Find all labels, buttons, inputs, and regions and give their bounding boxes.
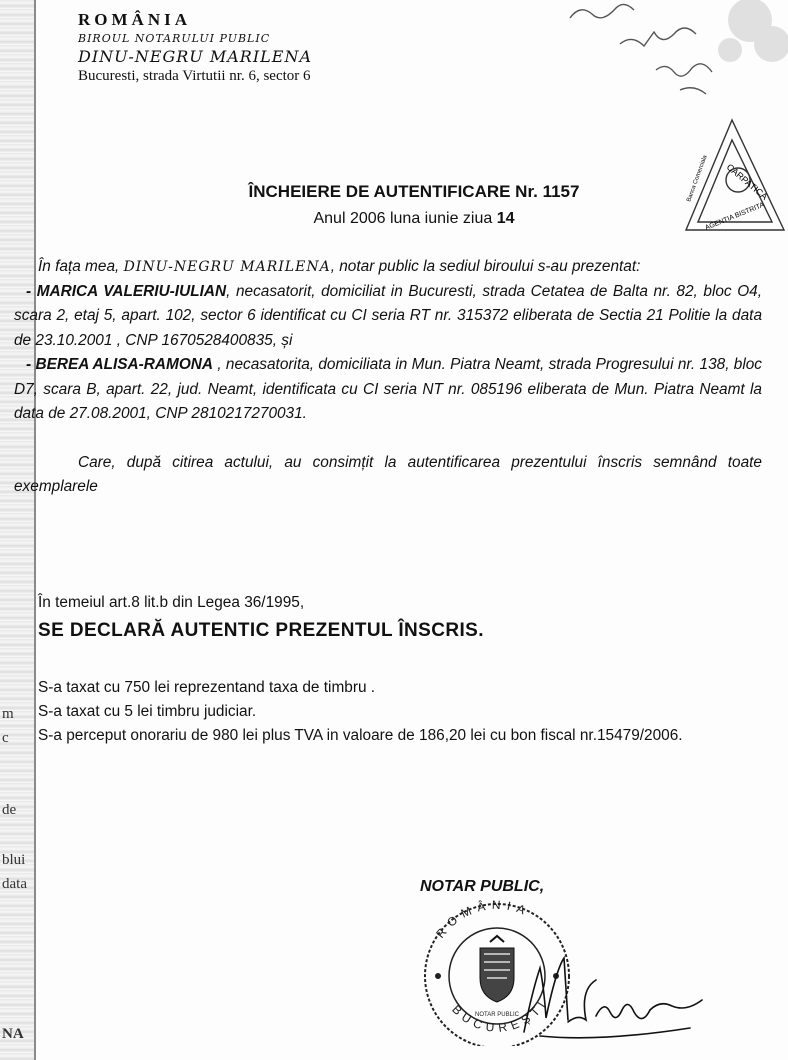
seal-center-label: NOTAR PUBLIC bbox=[475, 1012, 519, 1018]
bleed-fragment: NA bbox=[2, 1026, 24, 1042]
header-address: Bucuresti, strada Virtutii nr. 6, sector 6 bbox=[78, 68, 311, 84]
person1-details: , necasatorit, domiciliat in Bucuresti, strada Cetatea de Balta nr. 82, bloc O4, scara 2, etaj 5, apart. 102, sector 6 identificat cu CI seria RT nr. 315372 eliberata de Sectia 21 Politie la data de 23.10.2001 , CNP 1670528400835, și bbox=[14, 282, 763, 349]
signature-label: NOTAR PUBLIC, bbox=[420, 878, 545, 895]
date-prefix: Anul 2006 luna iunie ziua bbox=[313, 210, 493, 227]
header-office: BIROUL NOTARULUI PUBLIC bbox=[78, 32, 271, 45]
stamp-text-line2: Banca Comerciala bbox=[686, 154, 709, 203]
bleed-fragment: m bbox=[2, 706, 14, 722]
svg-text:ROMÂNIA bbox=[433, 897, 533, 941]
bleed-fragment: c bbox=[2, 730, 9, 746]
intro-prefix: În fața mea, bbox=[38, 258, 120, 275]
person2-dash: - bbox=[26, 356, 32, 373]
intro-notary-name: DINU-NEGRU MARILENA bbox=[123, 259, 331, 275]
seal-ring-top: ROMÂNIA bbox=[433, 897, 533, 941]
person2-details: , necasatorita, domiciliata in Mun. Piatra Neamt, strada Progresului nr. 138, bloc D7, scara B, apart. 22, jud. Neamt, identificata cu CI seria NT nr. 085196 eliberata de Mun. Piatra Neamt la data de 27.08.2001, CNP 2810217270031. bbox=[14, 356, 763, 422]
document-body bbox=[14, 255, 762, 500]
legal-basis: În temeiul art.8 lit.b din Legea 36/1995, bbox=[38, 594, 305, 611]
date-day: 14 bbox=[496, 210, 515, 227]
handwritten-signature bbox=[520, 952, 710, 1042]
notary-header bbox=[78, 10, 312, 85]
handwritten-annotation-mark bbox=[560, 0, 788, 110]
header-notary-name: DINU-NEGRU MARILENA bbox=[78, 47, 312, 66]
person1-paragraph bbox=[14, 280, 762, 354]
bleed-fragment: blui bbox=[2, 852, 26, 868]
bleed-fragment: data bbox=[2, 876, 27, 892]
bleed-fragment: de bbox=[2, 802, 17, 818]
document-title: ÎNCHEIERE DE AUTENTIFICARE Nr. 1157 bbox=[248, 182, 580, 201]
person2-name: BEREA ALISA-RAMONA bbox=[35, 356, 214, 373]
fee-line: S-a taxat cu 750 lei reprezentand taxa de timbru . bbox=[38, 679, 376, 696]
stamp-text-line3: AGENTIA BISTRITA bbox=[704, 201, 766, 232]
intro-paragraph bbox=[14, 255, 762, 280]
consent-paragraph: Care, după citirea actului, au consimțit la autentificarea prezentului înscris semnând toate exemplarele bbox=[14, 453, 762, 495]
fees-block bbox=[38, 676, 764, 748]
authenticity-declaration: SE DECLARĂ AUTENTIC PREZENTUL ÎNSCRIS. bbox=[38, 620, 484, 641]
header-country: ROMÂNIA bbox=[78, 10, 191, 29]
seal-ring-bottom: BUCUREȘTI bbox=[449, 995, 551, 1035]
stamp-text-line1: CARPATICA bbox=[724, 161, 770, 202]
person1-dash: - bbox=[26, 282, 32, 300]
coat-of-arms-icon bbox=[480, 936, 514, 1002]
intro-suffix: , notar public la sediul biroului s-au prezentat: bbox=[330, 258, 641, 275]
person1-name: MARICA VALERIU-IULIAN bbox=[36, 282, 227, 300]
fee-line: S-a perceput onorariu de 980 lei plus TVA in valoare de 186,20 lei cu bon fiscal nr.15479/2006. bbox=[38, 727, 683, 744]
person2-paragraph bbox=[14, 353, 762, 427]
document-date-line bbox=[0, 210, 788, 228]
fee-line: S-a taxat cu 5 lei timbru judiciar. bbox=[38, 703, 257, 720]
left-page-bleed bbox=[0, 0, 36, 1060]
